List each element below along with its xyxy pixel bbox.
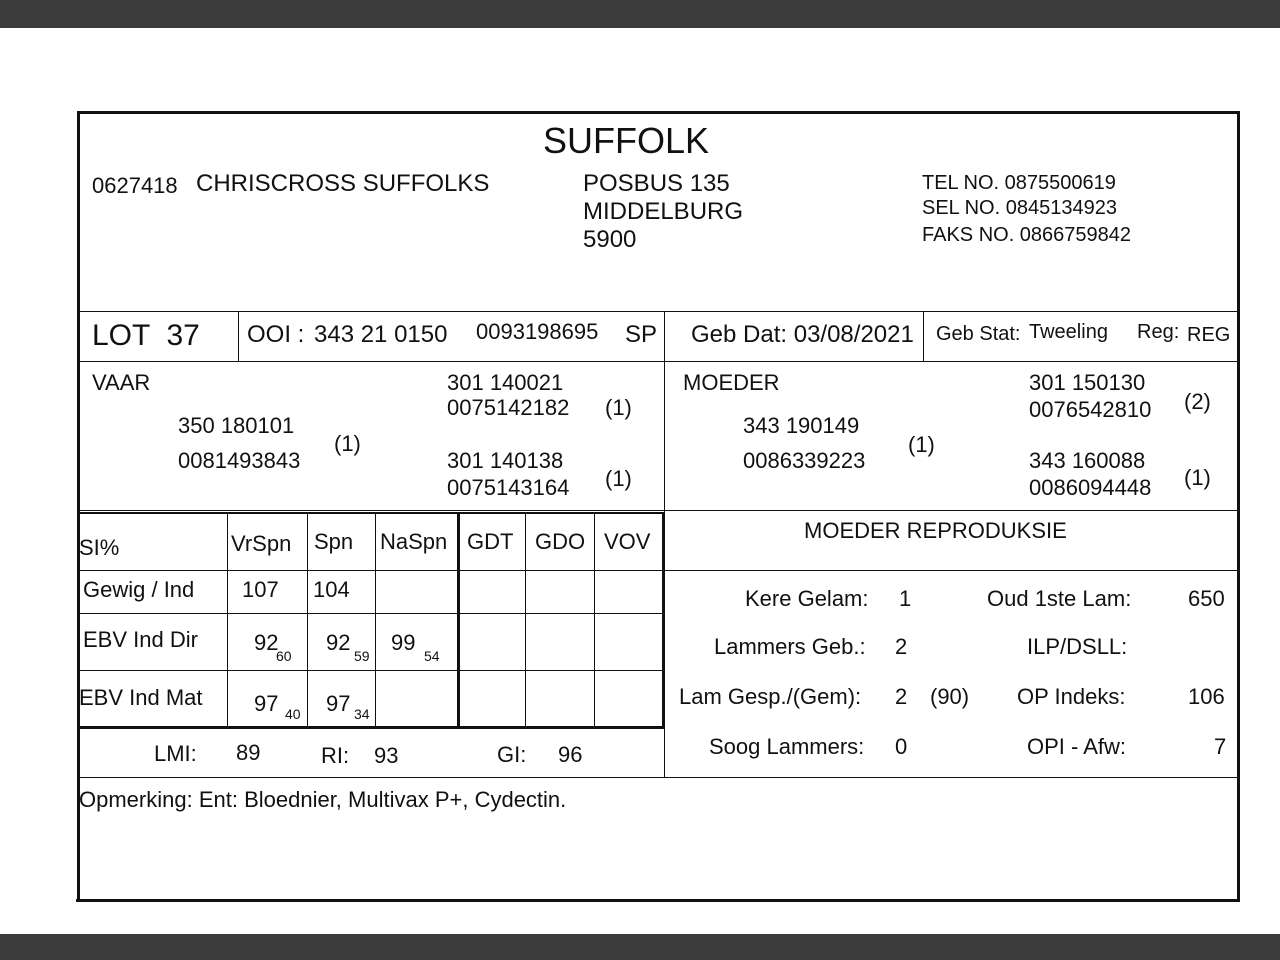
card-border-left: [77, 111, 80, 902]
opi-deviation-label: OPI - Afw:: [1027, 734, 1127, 759]
si-row-label: EBV Ind Dir: [83, 627, 198, 652]
cell-number: SEL NO. 0845134923: [922, 197, 1117, 219]
remark-text: Opmerking: Ent: Bloednier, Multivax P+, Cydectin.: [79, 787, 567, 812]
op-index-value: 106: [1188, 684, 1225, 709]
si-header-vrspn: VrSpn: [231, 531, 292, 556]
kere-gelam-label: Kere Gelam:: [745, 586, 869, 611]
divider-lot-v2: [923, 311, 924, 361]
reg-value: REG: [1187, 324, 1231, 346]
dam-dam-id: 343 160088: [1029, 448, 1146, 473]
si-row-label: Gewig / Ind: [83, 577, 195, 602]
si-col-6: [594, 512, 595, 727]
dam-sire-score: (2): [1184, 389, 1211, 414]
dam-id: 343 190149: [743, 413, 860, 438]
sire-score: (1): [334, 431, 361, 456]
si-row1-line: [80, 613, 665, 614]
address-line-3: 5900: [583, 226, 637, 253]
lambs-weaned-value: 2: [895, 684, 908, 709]
gi-value: 96: [558, 742, 583, 767]
address-line-1: POSBUS 135: [583, 170, 730, 197]
si-value-naspn: 99: [391, 630, 416, 655]
owner-name: CHRISCROSS SUFFOLKS: [196, 170, 490, 197]
si-col-4: [457, 512, 460, 727]
lambs-weaned-label: Lam Gesp./(Gem):: [679, 684, 862, 709]
op-index-label: OP Indeks:: [1017, 684, 1126, 709]
sire-label: VAAR: [92, 370, 151, 395]
tel-number: TEL NO. 0875500619: [922, 172, 1116, 194]
sire-dam-score: (1): [605, 466, 632, 491]
first-lamb-age-label: Oud 1ste Lam:: [987, 586, 1132, 611]
first-lamb-age-value: 650: [1188, 586, 1225, 611]
reproduction-title: MOEDER REPRODUKSIE: [804, 518, 1067, 543]
si-accuracy-vrspn: 60: [276, 648, 292, 664]
bottom-frame-bar: [0, 934, 1280, 960]
gi-label: GI:: [497, 742, 527, 767]
si-col-1: [227, 512, 228, 727]
owner-code: 0627418: [92, 173, 178, 198]
si-header-spn: Spn: [314, 529, 354, 554]
dam-sire-id: 301 150130: [1029, 370, 1146, 395]
suckling-lambs-value: 0: [895, 734, 908, 759]
sire-number: 0081493843: [178, 448, 301, 473]
reg-label: Reg:: [1137, 321, 1180, 343]
si-value-vrspn: 92: [254, 630, 279, 655]
divider-repro-title: [665, 570, 1237, 571]
card-border-top: [78, 111, 1240, 114]
dam-dam-score: (1): [1184, 465, 1211, 490]
si-accuracy-spn: 34: [354, 706, 370, 722]
lmi-label: LMI:: [154, 741, 197, 766]
dam-label: MOEDER: [683, 370, 780, 395]
opi-deviation-value: 7: [1214, 734, 1227, 759]
si-top-line: [80, 512, 665, 514]
birth-status: Tweeling: [1029, 321, 1108, 343]
si-col-5: [525, 512, 526, 727]
si-col-2: [307, 512, 308, 727]
sire-sire-number: 0075142182: [447, 395, 570, 420]
si-value-spn: 104: [313, 577, 350, 602]
address-line-2: MIDDELBURG: [583, 198, 744, 225]
si-col-7: [662, 512, 665, 727]
si-header-si: SI%: [79, 535, 120, 560]
si-row2-line: [80, 670, 665, 671]
sire-sire-score: (1): [605, 395, 632, 420]
kere-gelam-value: 1: [899, 586, 912, 611]
dam-sire-number: 0076542810: [1029, 397, 1152, 422]
ooi-value: 343 21 0150: [314, 321, 448, 348]
lambs-born-value: 2: [895, 634, 908, 659]
si-header-line: [80, 570, 665, 571]
divider-lot: [80, 361, 1237, 362]
si-header-vov: VOV: [604, 529, 651, 554]
si-col-3: [375, 512, 376, 727]
birth-status-label: Geb Stat:: [936, 323, 1021, 345]
ooi-label: OOI :: [247, 321, 305, 348]
lmi-value: 89: [236, 740, 261, 765]
lambs-born-label: Lammers Geb.:: [714, 634, 866, 659]
divider-pedigree: [80, 510, 1237, 511]
sire-sire-id: 301 140021: [447, 370, 564, 395]
divider-remark: [80, 777, 1237, 778]
si-header-naspn: NaSpn: [380, 529, 448, 554]
ri-value: 93: [374, 743, 399, 768]
card-border-right: [1237, 111, 1240, 902]
sire-dam-number: 0075143164: [447, 475, 570, 500]
si-value-vrspn: 107: [242, 577, 279, 602]
breed-title: SUFFOLK: [543, 120, 710, 161]
si-accuracy-naspn: 54: [424, 648, 440, 664]
si-accuracy-spn: 59: [354, 648, 370, 664]
birth-date: Geb Dat: 03/08/2021: [691, 321, 914, 348]
si-header-gdo: GDO: [535, 529, 586, 554]
fax-number: FAKS NO. 0866759842: [922, 224, 1132, 246]
si-value-vrspn: 97: [254, 691, 279, 716]
dam-dam-number: 0086094448: [1029, 475, 1152, 500]
divider-lot-v1: [238, 311, 239, 361]
dam-number: 0086339223: [743, 448, 866, 473]
lambs-weaned-average: (90): [930, 684, 970, 709]
suckling-lambs-label: Soog Lammers:: [709, 734, 865, 759]
ilp-dsll-label: ILP/DSLL:: [1027, 634, 1128, 659]
si-accuracy-vrspn: 40: [285, 706, 301, 722]
divider-header: [80, 311, 1237, 312]
ri-label: RI:: [321, 743, 350, 768]
si-value-spn: 92: [326, 630, 351, 655]
si-value-spn: 97: [326, 691, 351, 716]
si-row-label: EBV Ind Mat: [79, 685, 203, 710]
registration-number: 0093198695: [476, 319, 599, 344]
lot-number: LOT 37: [92, 319, 200, 352]
si-bottom-line: [80, 726, 665, 729]
top-frame-bar: [0, 0, 1280, 28]
dam-score: (1): [908, 432, 935, 457]
animal-type: SP: [625, 321, 658, 348]
sire-dam-id: 301 140138: [447, 448, 564, 473]
card-border-bottom: [76, 899, 1240, 902]
sire-id: 350 180101: [178, 413, 295, 438]
si-header-gdt: GDT: [467, 529, 514, 554]
